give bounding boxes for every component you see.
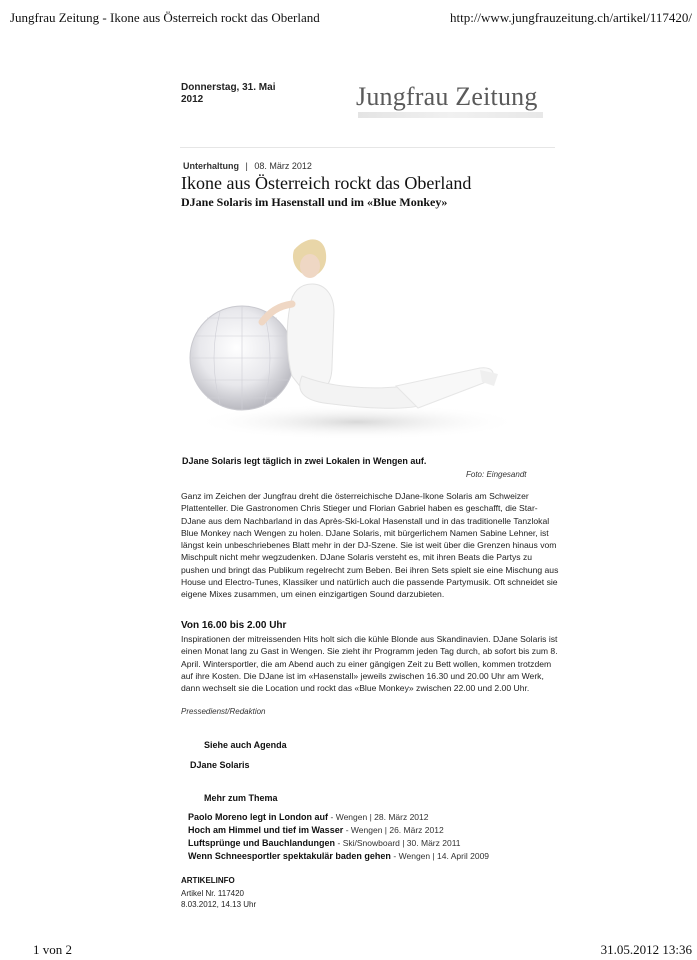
print-header-url: http://www.jungfrauzeitung.ch/artikel/117420/ <box>449 10 692 25</box>
print-footer-page: 1 von 2 <box>33 942 72 957</box>
related-link-meta: - Wengen | 26. März 2012 <box>345 825 444 835</box>
header-divider <box>180 147 555 148</box>
related-link-row[interactable] <box>188 812 428 822</box>
masthead-tagline-bar <box>358 112 543 118</box>
artikelinfo-heading: ARTIKELINFO <box>181 876 235 885</box>
article-pub-date: 08. März 2012 <box>254 161 312 171</box>
issue-date <box>181 82 275 106</box>
thema-heading: Mehr zum Thema <box>204 793 278 803</box>
related-link-meta: - Wengen | 28. März 2012 <box>330 812 429 822</box>
related-link-row[interactable] <box>188 851 489 861</box>
photo-caption: DJane Solaris legt täglich in zwei Lokalen in Wengen auf. <box>182 456 427 466</box>
article-subheadline: DJane Solaris im Hasenstall und im «Blue Monkey» <box>181 195 448 209</box>
related-link-meta: - Wengen | 14. April 2009 <box>393 851 490 861</box>
photo-illustration <box>182 226 532 448</box>
article-paragraph-2: Inspirationen der mitreissenden Hits holt sich die kühle Blonde aus Skandinavien. DJane Solaris ist einen Monat lang zu Gast in Wengen. Sie zieht ihr Programm jeden Tag durch, ab sofort bis zum 8. April. Wintersportler, die am Abend auch zu einer gängigen Zeit zu Bett wollen, kommen trotzdem auf ihre Kosten. Die DJane ist im «Hasenstall» jeweils zwischen 16.30 und 20.00 Uhr am Werk, dann wechselt sie die Location und rockt das «Blue Monkey» zwischen 22.00 und 2.00 Uhr. <box>181 634 558 694</box>
print-header-title: Jungfrau Zeitung - Ikone aus Österreich rockt das Oberland <box>10 10 320 25</box>
related-link-title[interactable]: Hoch am Himmel und tief im Wasser <box>188 825 344 835</box>
article-signature: Pressedienst/Redaktion <box>181 707 266 716</box>
artikel-timestamp: 8.03.2012, 14.13 Uhr <box>181 900 257 909</box>
article-rubric <box>183 161 312 171</box>
related-link-row[interactable] <box>188 825 444 835</box>
photo-credit: Foto: Eingesandt <box>466 470 527 479</box>
masthead-logo: Jungfrau Zeitung <box>356 82 538 111</box>
related-link-title[interactable]: Luftsprünge und Bauchlandungen <box>188 838 335 848</box>
article-subhead: Von 16.00 bis 2.00 Uhr <box>181 620 287 631</box>
related-link-title[interactable]: Wenn Schneesportler spektakulär baden gehen <box>188 851 391 861</box>
article-headline: Ikone aus Österreich rockt das Oberland <box>181 173 472 193</box>
related-link-title[interactable]: Paolo Moreno legt in London auf <box>188 812 328 822</box>
related-link-row[interactable] <box>188 838 461 848</box>
article-category: Unterhaltung <box>183 161 239 171</box>
rubric-separator: | <box>245 161 248 171</box>
related-link-meta: - Ski/Snowboard | 30. März 2011 <box>337 838 461 848</box>
issue-date-line1: Donnerstag, 31. Mai <box>181 82 276 93</box>
agenda-heading: Siehe auch Agenda <box>204 740 287 750</box>
print-footer-datetime: 31.05.2012 13:36 <box>600 942 692 957</box>
disco-ball <box>190 306 294 410</box>
article-paragraph-1: Ganz im Zeichen der Jungfrau dreht die österreichische DJane-Ikone Solaris am Schweizer Plattenteller. Die Gastronomen Chris Stieger und Florian Gabriel haben es geschafft, die Star-DJane aus dem Nachbarland in das Après-Ski-Lokal Hasenstall und in das traditionelle Tanzlokal Blue Monkey nach Wengen zu holen. DJane Solaris, mit bürgerlichem Namen Sabine Lehner, ist längst kein unbeschriebenes Blatt mehr in der DJ-Szene. Sie ist weit über die Grenzen hinaus vom Mischpult nicht mehr wegzudenken. DJane Solaris versteht es, mit ihren Beats die Partys zu pushen und bringt das Publikum regelrecht zum Beben. Bei ihren Sets spielt sie eine Mischung aus House und Electro-Tunes, Klassiker und natürlich auch die passende Partymusik. Oft schneidet sie eigene Mixes zusammen, um einen einzigartigen Sound darzubieten. <box>181 491 559 600</box>
article-photo <box>182 226 532 448</box>
issue-date-line2: 2012 <box>181 94 204 105</box>
agenda-link[interactable]: DJane Solaris <box>190 760 250 770</box>
woman-figure <box>262 239 498 408</box>
artikel-number: Artikel Nr. 117420 <box>181 889 244 898</box>
